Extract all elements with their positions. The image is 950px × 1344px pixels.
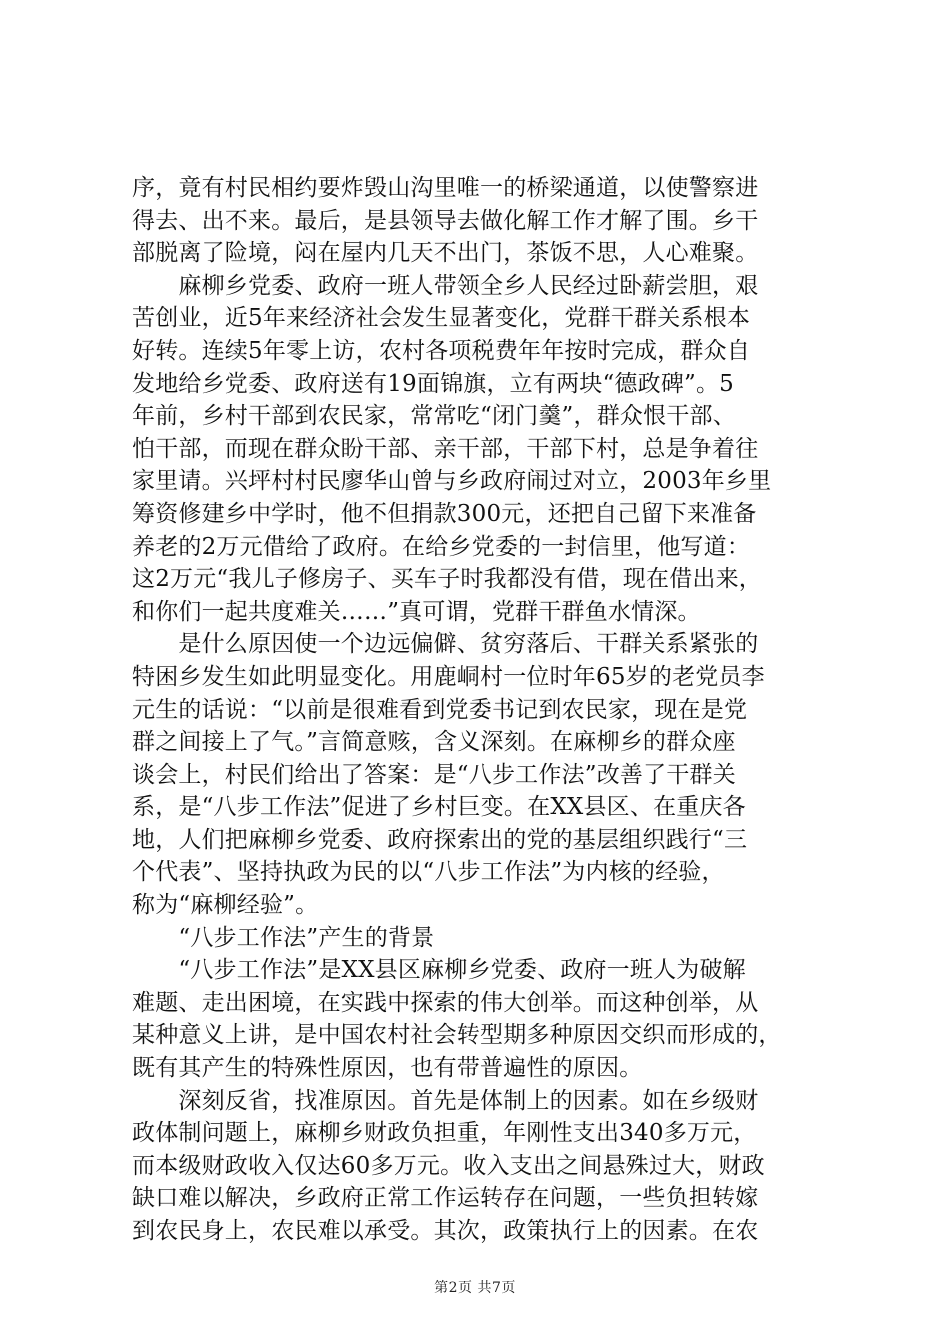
text-line: “八步工作法”是XX县区麻柳乡党委、政府一班人为破解 — [132, 957, 746, 984]
text-line: 怕干部，而现在群众盼干部、亲干部，干部下村，总是争着往 — [132, 435, 759, 462]
text-line: 麻柳乡党委、政府一班人带领全乡人民经过卧薪尝胆，艰 — [132, 272, 759, 299]
text-line: 而本级财政收入仅达60多万元。收入支出之间悬殊过大，财政 — [132, 1152, 765, 1179]
text-line: 谈会上，村民们给出了答案：是“八步工作法”改善了干群关 — [132, 761, 736, 788]
text-line: 政体制问题上，麻柳乡财政负担重，年刚性支出340多万元， — [132, 1120, 757, 1147]
text-line: 难题、走出困境，在实践中探索的伟大创举。而这种创举，从 — [132, 989, 759, 1016]
text-line: 年前，乡村干部到农民家，常常吃“闭门羹”，群众恨干部、 — [132, 403, 736, 430]
text-line: 好转。连续5年零上访，农村各项税费年年按时完成，群众自 — [132, 337, 751, 364]
text-line: 养老的2万元借给了政府。在给乡党委的一封信里，他写道： — [132, 533, 751, 560]
text-line: 发地给乡党委、政府送有19面锦旗，立有两块“德政碑”。5 — [132, 370, 735, 397]
text-line: 到农民身上，农民难以承受。其次，政策执行上的因素。在农 — [132, 1218, 759, 1244]
text-line: 和你们一起共度难关……”真可谓，党群干群鱼水情深。 — [132, 598, 701, 625]
text-line: 某种意义上讲，是中国农村社会转型期多种原因交织而形成的， — [132, 1022, 782, 1049]
text-line: 苦创业，近5年来经济社会发生显著变化，党群干群关系根本 — [132, 305, 751, 332]
text-line: 筹资修建乡中学时，他不但捐款300元，还把自己留下来准备 — [132, 500, 757, 527]
text-line: 群之间接上了气。”言简意赅，含义深刻。在麻柳乡的群众座 — [132, 729, 736, 756]
text-line: 元生的话说：“以前是很难看到党委书记到农民家，现在是党 — [132, 696, 748, 723]
section-heading: “八步工作法”产生的背景 — [132, 924, 435, 951]
text-line: 家里请。兴坪村村民廖华山曾与乡政府闹过对立，2003年乡里 — [132, 468, 772, 495]
text-line: 得去、出不来。最后，是县领导去做化解工作才解了围。乡干 — [132, 207, 759, 234]
text-line: 既有其产生的特殊性原因，也有带普遍性的原因。 — [132, 1055, 643, 1082]
document-body — [132, 172, 832, 1248]
text-line: 序，竟有村民相约要炸毁山沟里唯一的桥梁通道，以使警察进 — [132, 175, 759, 201]
text-line: 地，人们把麻柳乡党委、政府探索出的党的基层组织践行“三 — [132, 826, 748, 853]
text-line: 个代表”、坚持执政为民的以“八步工作法”为内核的经验， — [132, 859, 725, 886]
text-line: 称为“麻柳经验”。 — [132, 892, 319, 919]
text-line: 部脱离了险境，闷在屋内几天不出门，茶饭不思，人心难聚。 — [132, 240, 759, 267]
text-line: 系，是“八步工作法”促进了乡村巨变。在XX县区、在重庆各 — [132, 794, 746, 821]
text-line: 缺口难以解决，乡政府正常工作运转存在问题，一些负担转嫁 — [132, 1185, 759, 1212]
text-line: 特困乡发生如此明显变化。用鹿峒村一位时年65岁的老党员李 — [132, 663, 765, 690]
text-line: 是什么原因使一个边远偏僻、贫穷落后、干群关系紧张的 — [132, 631, 759, 658]
text-line: 深刻反省，找准原因。首先是体制上的因素。如在乡级财 — [132, 1087, 759, 1114]
page-number: 第2页 共7页 — [434, 1280, 516, 1296]
page-footer — [0, 1277, 950, 1297]
text-line: 这2万元“我儿子修房子、买车子时我都没有借，现在借出来， — [132, 566, 762, 593]
